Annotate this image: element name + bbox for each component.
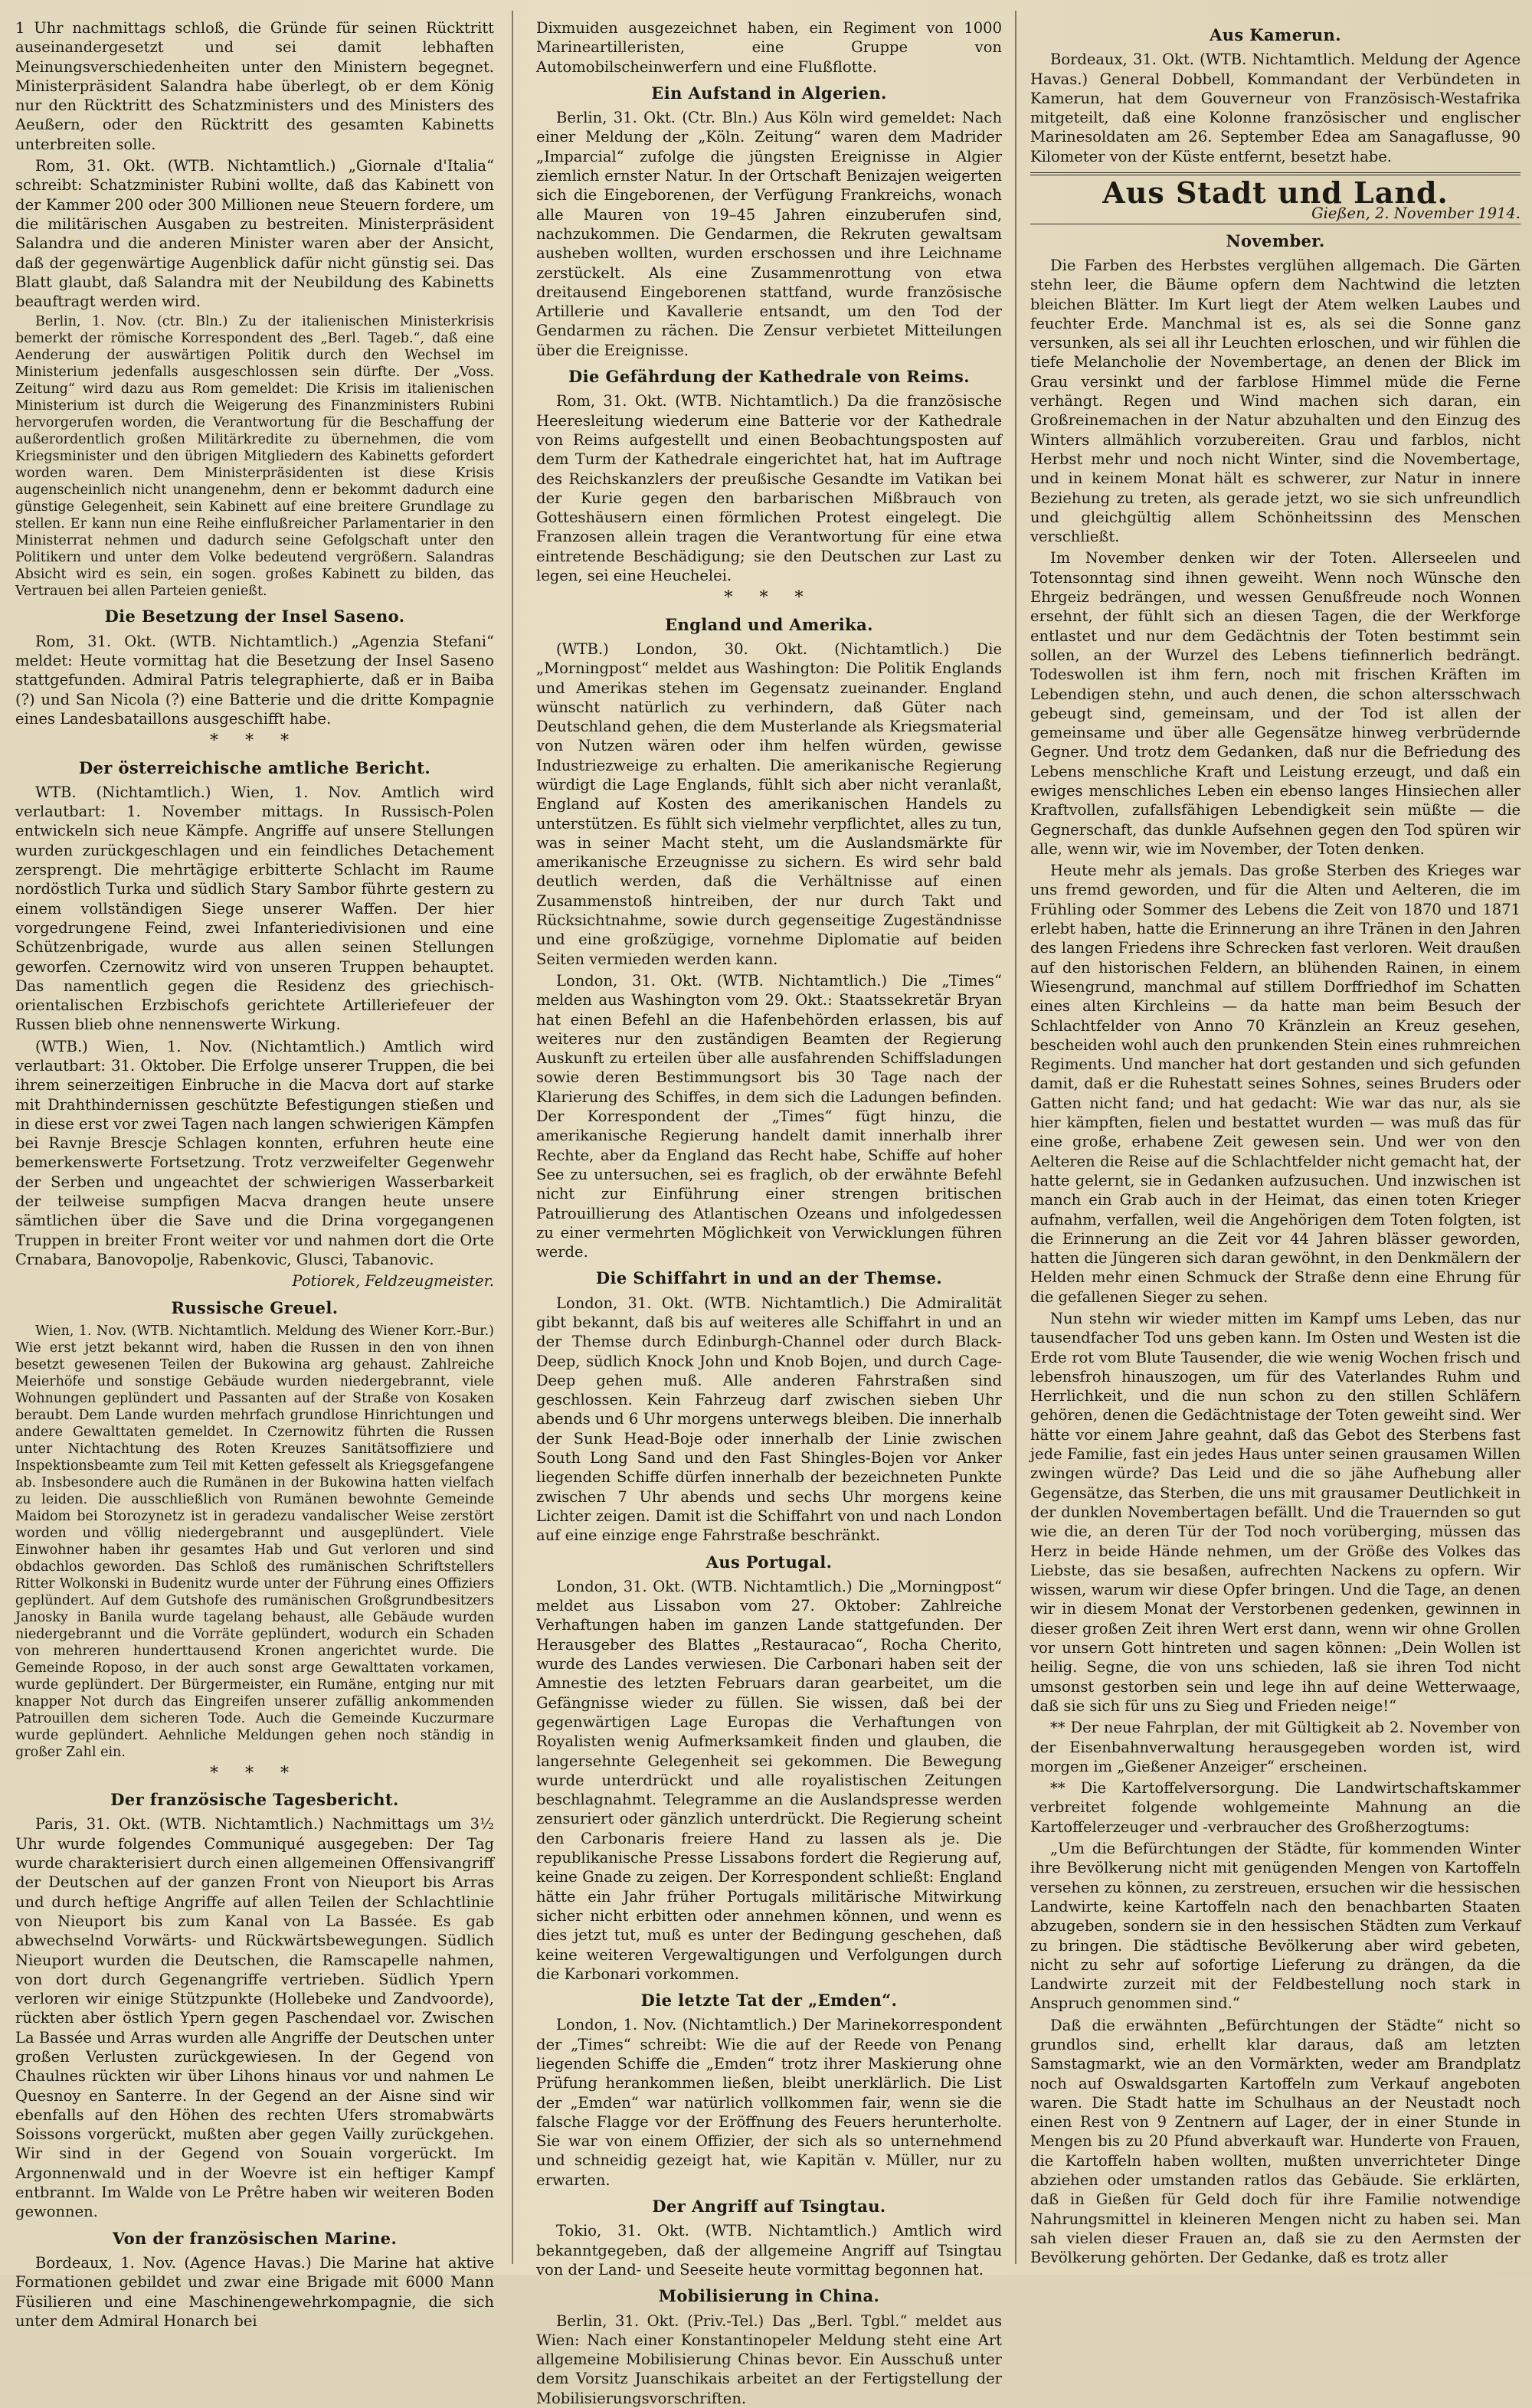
column-1: [15, 18, 494, 2330]
article-paragraph: Bordeaux, 1. Nov. (Agence Havas.) Die Marine hat aktive Formationen gebildet und zwar eine Brigade mit 6000 Mann Füsilieren und eine Maschinengewehrkompagnie, die sich unter dem Admiral Honarch bei: [15, 2253, 494, 2330]
article-paragraph: ** Die Kartoffelversorgung. Die Landwirtschaftskammer verbreitet folgende wohlgemeinte Mahnung an die Kartoffelerzeuger und -verbraucher des Großherzogtums:: [1030, 1779, 1521, 1836]
article-headline: Von der französischen Marine.: [112, 2228, 398, 2248]
article-headline: Die Gefährdung der Kathedrale von Reims.: [568, 367, 970, 387]
article-paragraph: „Um die Befürchtungen der Städte, für kommenden Winter ihre Bevölkerung nicht mit genügenden Mengen von Kartoffeln versehen zu können, zu zerstreuen, ersuchen wir die hessischen Landwirte, keine Kartoffeln nach den benachbarten Staaten abzugeben, sondern sie in den hessischen Städten zum Verkauf zu bringen. Die städtische Bevölkerung aber wird gebeten, nicht zu sehr auf sofortige Lieferung zu drängen, da die Landwirte zurzeit mit der Feldbestellung noch stark in Anspruch genommen sind.“: [1030, 1840, 1521, 2013]
signature: Potiorek, Feldzeugmeister.: [292, 1272, 494, 1291]
article-paragraph: Berlin, 31. Okt. (Ctr. Bln.) Aus Köln wird gemeldet: Nach einer Meldung der „Köln. Zeitung“ waren dem Madrider „Imparcial“ zufolge die jüngsten Ereignisse in Algier ziemlich ernster Natur. In der Ortschaft Benizajen weigerten sich die Eingeborenen, der Verfügung Frankreichs, wonach alle Mauren von 19–45 Jahren einzuberufen sind, nachzukommen. Die Gendarmen, die Rekruten gewaltsam ausheben wollten, wurden erschossen und ihre Leichname zerstückelt. Als eine Zusammenrottung von etwa dreitausend Eingeborenen stattfand, wurde französische Artillerie und Kavallerie entsandt, um den Tod der Gendarmen zu rächen. Die Zensur verbietet Mitteilungen über die Ereignisse.: [536, 109, 1002, 359]
article-paragraph: London, 31. Okt. (WTB. Nichtamtlich.) Die „Times“ melden aus Washington vom 29. Okt.: Staatssekretär Bryan hat einen Befehl an die Hafenbehörden erlassen, bis auf weiteres nur den zuständigen Beamten der Regierung Auskunft zu erteilen über alle ausfahrenden Schiffsladungen sowie deren Bestimmungsort bis 30 Tage nach der Klarierung des Schiffes, in dem sich die Ladungen befinden. Der Korrespondent der „Times“ fügt hinzu, die amerikanische Regierung handelt damit innerhalb ihrer Rechte, aber da England das Recht habe, Schiffe auf hoher See zu untersuchen, sei es fraglich, ob der erwähnte Befehl nicht zur Einführung einer strengen britischen Patrouillierung des Atlantischen Ozeans und infolgedessen zu einer vermehrten Möglichkeit von Verwicklungen führen werde.: [536, 971, 1002, 1261]
article-paragraph: WTB. (Nichtamtlich.) Wien, 1. Nov. Amtlich wird verlautbart: 1. November mittags. In Russisch-Polen entwickeln sich neue Kämpfe. Angriffe auf unsere Stellungen wurden zurückgeschlagen und ein feindliches Detachement zersprengt. Die mehrtägige erbitterte Schlacht im Raume nordöstlich Turka und südlich Stary Sambor führte gestern zu einem vollständigen Siege unserer Waffen. Der hier vorgedrungene Feind, zwei Infanteriedivisionen und eine Schützenbrigade, wurde aus allen seinen Stellungen geworfen. Czernowitz wird von unseren Truppen behauptet. Das namentlich gegen die Residenz des griechisch-orientalischen Erzbischofs gerichtete Artilleriefeuer der Russen blieb ohne nennenswerte Wirkung.: [15, 783, 494, 1034]
section-dateline: Gießen, 2. November 1914.: [1030, 204, 1521, 224]
article-paragraph: Rom, 31. Okt. (WTB. Nichtamtlich.) „Agenzia Stefani“ meldet: Heute vormittag hat die Besetzung der Insel Saseno stattgefunden. Admiral Patris telegraphierte, daß er in Baiba (?) und San Nicola (?) eine Batterie und die dritte Kompagnie eines Landesbataillons ausgeschifft habe.: [15, 632, 494, 728]
article-paragraph: Rom, 31. Okt. (WTB. Nichtamtlich.) Da die französische Heeresleitung wiederum eine Batterie vor der Kathedrale von Reims aufgestellt und einen Beobachtungsposten auf dem Turm der Kathedrale eingerichtet hat, hat im Auftrage des Reichskanzlers der preußische Gesandte im Vatikan bei der Kurie gegen den barbarischen Mißbrauch von Gotteshäusern einen förmlichen Protest eingelegt. Die Franzosen allein tragen die Verantwortung für eine etwa eintretende Beschädigung; sie den Deutschen zur Last zu legen, sei eine Heuchelei.: [536, 392, 1002, 585]
article-paragraph: Tokio, 31. Okt. (WTB. Nichtamtlich.) Amtlich wird bekanntgegeben, daß der allgemeine Angriff auf Tsingtau von der Land- und Seeseite heute vormittag begonnen hat.: [536, 2222, 1002, 2279]
article-paragraph: Dixmuiden ausgezeichnet haben, ein Regiment von 1000 Marineartilleristen, eine Gruppe von Automobilscheinwerfern und eine Flußflotte.: [536, 19, 1002, 76]
article-headline: Die Schiffahrt in und an der Themse.: [595, 1268, 943, 1288]
section-divider: * * *: [724, 588, 814, 608]
article-paragraph: Nun stehn wir wieder mitten im Kampf ums Leben, das nur tausendfacher Tod uns geben kann. Im Osten und Westen ist die Erde rot vom Blute Tausender, die wie wenig Wochen frisch und lebensfroh hinauszogen, um für des Vaterlandes Ruhm und Herrlichkeit, und die nun schon zu den stillen Schläfern gehören, denen die Gedächtnistage der Toten geweiht sind. Wer hätte vor einem Jahre geahnt, daß das Gebot des Sterbens fast jede Familie, fast ein jedes Haus unter seinen grausamen Willen zwingen würde? Das Leid und die so jähe Aufhebung aller Gegensätze, das Sterben, die uns mit grausamer Deutlichkeit in der dunklen Novembertagen befällt. Und die Trauernden so gut wie die, an deren Tür der Tod noch vorüberging, müssen das Herz in beide Hände nehmen, um der Größe des Volkes das Liebste, das sie besaßen, aufrechten Nackens zu opfern. Wir wissen, warum wir diese Opfer bringen. Und die Tage, an denen wir in diesem Monat der Verstorbenen gedenken, gewinnen in dieser großen Zeit ihren Wert erst dann, wenn wir ohne Grollen vor unsern Gott hintreten und sagen können: „Dein Wollen ist heilig. Segne, die von uns schieden, laß sie ihren Tod nicht umsonst gestorben sein und lege ihn auf deine Wetterwaage, daß sie sich für uns zu Sieg und Frieden neige!“: [1030, 1310, 1521, 1715]
column-rule: [512, 11, 513, 2264]
article-paragraph: (WTB.) Wien, 1. Nov. (Nichtamtlich.) Amtlich wird verlautbart: 31. Oktober. Die Erfolge unserer Truppen, die bei ihrem seinerzeitigen Einbruche in die Macva dort auf starke mit Drahthindernissen geschützte Befestigungen stießen und in diese erst vor zwei Tagen nach langen schwierigen Kämpfen bei Ravnje Brescje Schlagen konnten, erfuhren heute eine bemerkenswerte Fortsetzung. Trotz verzweifelter Gegenwehr der Serben und ungeachtet der schwierigen Wasserbarkeit der teilweise sumpfigen Macva drangen heute unsere sämtlichen über die Save und die Drina vorgegangenen Truppen in breiter Front weiter vor und nahmen dort die Orte Crnabara, Banovopolje, Rabenkovic, Glusci, Tabanovic.: [15, 1037, 494, 1268]
article-headline: Die Besetzung der Insel Saseno.: [104, 607, 405, 627]
article-headline: Der österreichische amtliche Bericht.: [78, 757, 431, 777]
article-paragraph: Bordeaux, 31. Okt. (WTB. Nichtamtlich. Meldung der Agence Havas.) General Dobbell, Kommandant der Verbündeten in Kamerun, hat dem Gouverneur von Französisch-Westafrika mitgeteilt, daß eine Kolonne französischer und englischer Marinesoldaten am 26. September Edea am Sanagaflusse, 90 Kilometer von der Küste entfernt, besetzt habe.: [1030, 51, 1521, 165]
column-3: [1030, 18, 1521, 2267]
section-divider: * * *: [210, 731, 300, 751]
article-paragraph: Heute mehr als jemals. Das große Sterben des Krieges war uns fremd geworden, und für die Alten und Aelteren, die im Frühling oder Sommer des Lebens die Zeit von 1870 und 1871 erlebt haben, hatte die Erinnerung an ihre Tränen in den Jahren des langen Friedens ihre Schrecken fast verloren. Weit draußen auf den historischen Feldern, an blühenden Rainen, in einem Wiesengrund, manchmal auf stillem Dorffriedhof im Schatten eines alten Kirchleins — da hatte man beim Besuch der Schlachtfelder von Anno 70 Kränzlein an Kreuz gesehen, bescheiden wohl auch den prunkenden Stein eines ruhmreichen Regiments. Und mancher hat dort gestanden und sich gefunden damit, daß er die Ruhestatt seines Sohnes, seines Bruders oder Gatten nicht fand; und hat gedacht: Wie war das nur, als sie hier kämpften, fielen und bestattet wurden — was muß das für eine große, erhabene Zeit gewesen sein. Und wer von den Aelteren die Reise auf die Schlachtfelder nicht gemacht hat, der hatte gelernt, sie in Gedanken aufzusuchen. Und inzwischen ist manch ein Grab auch in der Heimat, das einen toten Krieger aufnahm, verfallen, weil die Angehörigen dem Toten folgten, ist die Erinnerung an die Zeit vor 44 Jahren blässer geworden, hatten die Jüngeren sich daran gewöhnt, in den Denkmälern der Helden mehr einen Schmuck der Straße denn eine Ehrung für die gefallenen Sieger zu sehen.: [1030, 862, 1521, 1306]
article-headline: England und Amerika.: [665, 614, 873, 634]
article-headline: Aus Portugal.: [705, 1552, 833, 1572]
column-2: [536, 18, 1002, 2407]
article-paragraph: 1 Uhr nachmittags schloß, die Gründe für seinen Rücktritt auseinandergesetzt und sei damit lebhaften Meinungsverschiedenheiten unter den Ministern begegnet. Ministerpräsident Salandra habe überlegt, ob er dem König nur den Rücktritt des Schatzministers und des Ministers des Aeußern, oder den Rücktritt des gesamten Kabinetts unterbreiten solle.: [15, 19, 494, 153]
article-paragraph: Die Farben des Herbstes verglühen allgemach. Die Gärten stehn leer, die Bäume opfern dem Nachtwind die letzten bleichen Blätter. Im Kurt liegt der Atem welken Laubes und feuchter Erde. Manchmal ist es, als sei die Sonne ganz versunken, als sei all ihr Leuchten erloschen, und wir fühlen die tiefe Melancholie der Novembertage, an denen der Blick im Grau versinkt und der farblose Himmel müde die Ferne verhängt. Regen und Wind machen sich daran, ein Großreinemachen in der Natur abzuhalten und den Einzug des Winters allmählich vorzubereiten. Grau und farblos, nicht Herbst mehr und noch nicht Winter, sind die Novembertage, und in keinem Monat hält es schwerer, zur Natur in innere Beziehung zu treten, als gerade jetzt, wo sie sich unfreundlich und gleichgültig allem Schönheitssinn des Menschen verschließt.: [1030, 256, 1521, 546]
article-paragraph: Berlin, 1. Nov. (ctr. Bln.) Zu der italienischen Ministerkrisis bemerkt der römische Korrespondent des „Berl. Tageb.“, daß eine Aenderung der auswärtigen Politik durch den Wechsel im Ministerium jedenfalls ausgeschlossen sein dürfte. Der „Voss. Zeitung“ wird dazu aus Rom gemeldet: Die Krisis im italienischen Ministerium ist durch die Weigerung des Finanzministers Rubini hervorgerufen worden, die Verantwortung für die Beschaffung der außerordentlich großen Militärkredite zu übernehmen, die vom Kriegsminister und den übrigen Mitgliedern des Kabinetts gefordert worden waren. Dem Ministerpräsidenten ist diese Krisis augenscheinlich nicht unangenehm, denn er bekommt dadurch eine günstige Gelegenheit, sein Kabinett auf eine breitere Grundlage zu stellen. Er kann nun eine Reihe einflußreicher Parlamentarier in den Ministerrat nehmen und dadurch seine Gefolgschaft unter den Politikern und unter dem Volke bedeutend vergrößern. Salandras Absicht wird es sein, ein sogen. großes Kabinett zu bilden, das Vertrauen bei allen Parteien genießt.: [15, 314, 494, 600]
article-paragraph: London, 1. Nov. (Nichtamtlich.) Der Marinekorrespondent der „Times“ schreibt: Wie die auf der Reede von Penang liegenden Schiffe die „Emden“ trotz ihrer Maskierung ohne Prüfung herankommen ließen, bleibt unerklärlich. Die List der „Emden“ war natürlich vollkommen fair, wenn sie die falsche Flagge vor der Eröffnung des Feuers herunterholte. Sie war von einem Offizier, der sich als so unternehmend und schneidig gezeigt hat, wie Kapitän v. Müller, nur zu erwarten.: [536, 2016, 1002, 2189]
article-headline: Mobilisierung in China.: [658, 2286, 880, 2306]
article-headline: Russische Greuel.: [171, 1297, 339, 1317]
article-paragraph: Paris, 31. Okt. (WTB. Nichtamtlich.) Nachmittags um 3½ Uhr wurde folgendes Communiqué ausgegeben: Der Tag wurde charakterisiert durch einen allgemeinen Offensivangriff der Deutschen auf der ganzen Front von Nieuport bis Arras und durch heftige Angriffe auf allen Teilen der Schlachtlinie von Nieuport bis zum Kanal von La Bassée. Es gab abwechselnd Vorwärts- und Rückwärtsbewegungen. Südlich Nieuport wurden die Deutschen, die Ramscapelle nahmen, von dort durch Gegenangriffe vertrieben. Südlich Ypern verloren wir einige Stützpunkte (Hollebeke und Zandvoorde), rückten aber östlich Ypern gegen Paschendael vor. Zwischen La Bassée und Arras wurden alle Angriffe der Deutschen unter großen Verlusten zurückgewiesen. In der Gegend von Chaulnes rückten wir über Lihons hinaus vor und nahmen Le Quesnoy en Santerre. In der Gegend an der Aisne sind wir ebenfalls auf den Höhen des rechten Ufers stromabwärts Soissons vorgerückt, mußten aber gegen Vailly zurückgehen. Wir sind in der Gegend von Souain vorgerückt. Im Argonnenwald und in der Woevre ist ein heftiger Kampf entbrannt. Im Walde von Le Prêtre haben wir weiteren Boden gewonnen.: [15, 1815, 494, 2221]
article-headline: November.: [1226, 231, 1325, 250]
article-paragraph: Daß die erwähnten „Befürchtungen der Städte“ nicht so grundlos sind, erhellt klar daraus, daß am letzten Samstagmarkt, wie an den Vormärkten, weder am Brandplatz noch auf Oswaldsgarten Kartoffeln zum Verkauf angeboten waren. Die Stadt hatte im Schulhaus an der Neustadt noch einen Rest von 9 Zentnern auf Lager, der in einer Stunde in Mengen bis zu 20 Pfund abverkauft war. Hunderte von Frauen, die Kartoffeln haben wollten, mußten unverrichteter Dinge abziehen oder umstanden ratlos das Gebäude. Sie erklärten, daß in Gießen für Geld doch für ihre Familie notwendige Nahrungsmittel in kleineren Mengen nicht zu haben sei. Man sah vielen dieser Frauen an, daß sie zu den Aermsten der Bevölkerung gehörten. Der Gedanke, daß es trotz aller: [1030, 2016, 1521, 2267]
article-headline: Die letzte Tat der „Emden“.: [640, 1991, 898, 2010]
article-headline: Aus Kamerun.: [1210, 25, 1341, 44]
article-paragraph: ** Der neue Fahrplan, der mit Gültigkeit ab 2. November von der Eisenbahnverwaltung herausgegeben worden ist, wird morgen im „Gießener Anzeiger“ erscheinen.: [1030, 1719, 1521, 1775]
article-paragraph: Im November denken wir der Toten. Allerseelen und Totensonntag sind ihnen geweiht. Wenn noch Wünsche den Ehrgeiz bedrängen, und wessen Genußfreude noch Wonnen ersehnt, der fühlt sich an diesen Tagen, die der Werkforge entlastet und nur dem Gedächtnis der Toten bestimmt sein sollen, an der Wurzel des Lebens tiefinnerlich bedrängt. Todeswollen ist ihm fern, noch mit frischen Kräften im Lebendigen stehn, und auch denen, die schon altersschwach gebeugt sind, gemeinsam, und der Tod ist allen der gemeinsame und über alle Gegensätze hinweg verbrüdernde Gegner. Und trotz dem Gedanken, daß nur die Befriedung des Lebens menschliche Kraft und Leistung erzeugt, und daß ein ewiges menschliches Leben ein ebenso langes Hinsiechen aller Kraftvollen, zufallsfähigen Lebendigkeit sein müßte — die Gegnerschaft, das dunkle Aufsehnen gegen den Tod spüren wir alle, wenn wir, wie im November, der Toten denken.: [1030, 549, 1521, 858]
article-paragraph: London, 31. Okt. (WTB. Nichtamtlich.) Die Admiralität gibt bekannt, daß bis auf weiteres alle Schiffahrt in und an der Themse durch Edinburgh-Channel oder durch Black-Deep, südlich Knock John und Knob Bojen, und durch Cage-Deep gehen muß. Alle anderen Fahrstraßen sind geschlossen. Kein Fahrzeug darf zwischen sieben Uhr abends und 6 Uhr morgens unterwegs bleiben. Die innerhalb der Sunk Head-Boje oder innerhalb der Linie zwischen South Long Sand und den Fast Shingles-Bojen vor Anker liegenden Schiffe dürfen innerhalb der bezeichneten Punkte zwischen 7 Uhr abends und sechs Uhr morgens keine Lichter zeigen. Damit ist die Schiffahrt von und nach London auf eine einzige enge Fahrstraße beschränkt.: [536, 1294, 1002, 1545]
article-headline: Der Angriff auf Tsingtau.: [652, 2197, 886, 2217]
article-paragraph: Wien, 1. Nov. (WTB. Nichtamtlich. Meldung des Wiener Korr.-Bur.) Wie erst jetzt bekannt wird, haben die Russen in den von ihnen besetzt gewesenen Teilen der Bukowina arg gehaust. Zahlreiche Meierhöfe und sonstige Gebäude wurden niedergebrannt, viele Wohnungen geplündert und Passanten auf der Straße von Kosaken beraubt. Dem Lande wurden mehrfach grundlose Hinrichtungen und andere Gewalttaten gemeldet. In Czernowitz führten die Russen unter Nichtachtung des Roten Kreuzes Sanitätsoffiziere und Inspektionsbeamte zum Teil mit Ketten gefesselt als Kriegsgefangene ab. Insbesondere auch die Rumänen in der Bukowina hatten vielfach zu leiden. Die ausschließlich von Rumänen bewohnte Gemeinde Maidom bei Storozynetz ist in geradezu vandalischer Weise zerstört worden und völlig niedergebrannt und ausgeplündert. Viele Einwohner haben ihr gesamtes Hab und Gut verloren und sind obdachlos geworden. Das Schloß des rumänischen Schriftstellers Ritter Wolkonski in Budenitz wurde unter der Führung eines Offiziers geplündert. Auf dem Gutshofe des rumänischen Großgrundbesitzers Janosky in Banila wurde tagelang behaust, alle Gebäude wurden niedergebrannt und die Vorräte geplündert, wodurch ein Schaden von mehreren hunderttausend Kronen angerichtet wurde. Die Gemeinde Roposo, in der auch sonst arge Gewalttaten vorkamen, wurde geplündert. Der Bürgermeister, ein Rumäne, entging nur mit knapper Not durch das Eingreifen unserer zufällig ankommenden Patrouillen dem sicheren Tode. Auch die Gemeinde Kuczurmare wurde geplündert. Aehnliche Meldungen gehen noch ständig in großer Zahl ein.: [15, 1323, 494, 1760]
article-paragraph: London, 31. Okt. (WTB. Nichtamtlich.) Die „Morningpost“ meldet aus Lissabon vom 27. Oktober: Zahlreiche Verhaftungen haben im ganzen Lande stattgefunden. Der Herausgeber des Blattes „Restauracao“, Rocha Cherito, wurde des Landes verwiesen. Die Carbonari haben seit der Amnestie des letzten Februars daran gearbeitet, um die Gefängnisse wieder zu füllen. Sie wissen, daß bei der gegenwärtigen Lage Europas die Verhaftungen von Royalisten wenig Aufmerksamkeit finden und glauben, die langersehnte Gelegenheit sei gekommen. Die Bewegung wurde unterdrückt und alle royalistischen Zeitungen beschlagnahmt. Telegramme an die Auslandspresse werden zensuriert oder gänzlich unterdrückt. Die Regierung scheint den Carbonaris freiere Hand zu lassen als je. Die republikanische Presse Lissabons fordert die Regierung auf, keine Gnade zu zeigen. Der Korrespondent schließt: England hätte ein Jahr früher Portugals militärische Mitwirkung sicher nicht erbitten oder annehmen können, und wenn es dies jetzt tut, muß es unter der Bedingung geschehen, daß keine weiteren Vergewaltigungen und Verfolgungen durch die Karbonari vorkommen.: [536, 1577, 1002, 1983]
article-headline: Ein Aufstand in Algerien.: [651, 83, 887, 103]
section-title: Aus Stadt und Land.: [1030, 172, 1521, 202]
article-paragraph: Berlin, 31. Okt. (Priv.-Tel.) Das „Berl. Tgbl.“ meldet aus Wien: Nach einer Konstantinopeler Meldung steht eine Art allgemeine Mobilisierung Chinas bevor. Ein Ausschuß unter dem Vorsitz Juanschikais arbeitet an der Fertigstellung der Mobilisierungsvorschriften.: [536, 2311, 1002, 2407]
column-rule: [1015, 11, 1016, 2264]
article-headline: Der französische Tagesbericht.: [110, 1790, 399, 1810]
section-divider: * * *: [210, 1763, 300, 1783]
article-paragraph: (WTB.) London, 30. Okt. (Nichtamtlich.) Die „Morningpost“ meldet aus Washington: Die Politik Englands und Amerikas stehen im Gegensatz zueinander. England wünscht natürlich zu verhindern, daß Güter nach Deutschland gehen, die dem Musterlande als Kriegsmaterial von Nutzen wären oder ihm helfen würden, gewisse Industriezweige zu erhalten. Die amerikanische Regierung würdigt die Lage Englands, fühlt sich aber nicht veranlaßt, England auf Kosten des amerikanischen Handels zu unterstützen. Es fühlt sich vielmehr verpflichtet, alles zu tun, was in seiner Macht steht, um die Auslandsmärkte für amerikanische Erzeugnisse zu sichern. Es wird sehr bald deutlich werden, daß die Verhältnisse auf einen Zusammenstoß hintreiben, der nur durch Takt und Rücksichtnahme, sowie durch gegenseitige Zugeständnisse und eine großzügige, vornehme Diplomatie auf beiden Seiten vermieden werden kann.: [536, 640, 1002, 968]
article-paragraph: Rom, 31. Okt. (WTB. Nichtamtlich.) „Giornale d'Italia“ schreibt: Schatzminister Rubini wollte, daß das Kabinett von der Kammer 200 oder 300 Millionen neue Steuern fordere, um die militärischen Ausgaben zu bestreiten. Ministerpräsident Salandra und die anderen Minister waren aber der Ansicht, daß der gegenwärtige Augenblick dafür nicht günstig sei. Das Blatt glaubt, daß Salandra mit der Neubildung des Kabinetts beauftragt werden wird.: [15, 157, 494, 311]
